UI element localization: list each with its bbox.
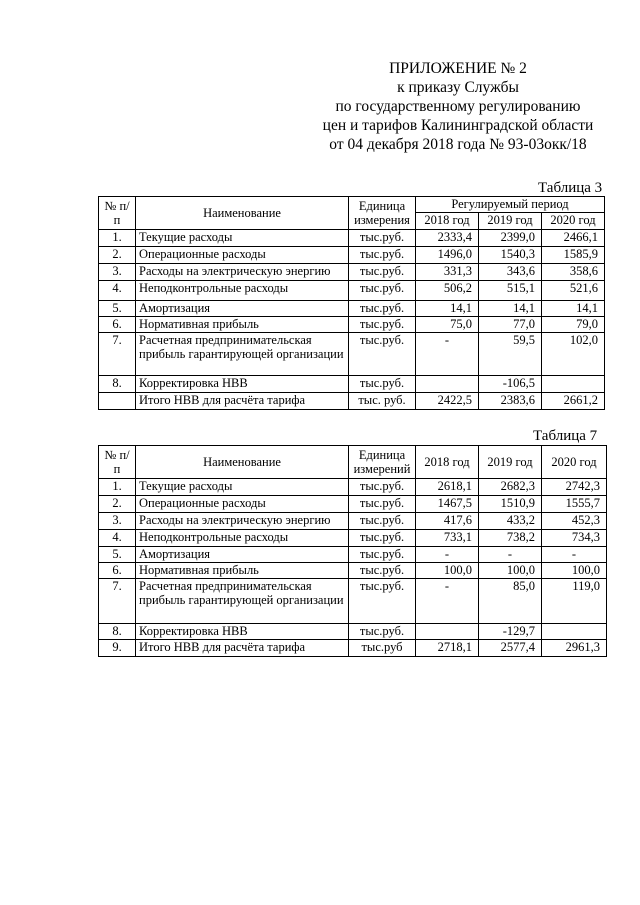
header-line: к приказу Службы [397, 79, 519, 96]
value-cell: 1496,0 [416, 247, 479, 264]
row-number-cell: 9. [99, 640, 136, 657]
row-number-cell: 6. [99, 563, 136, 579]
value-cell: 85,0 [479, 579, 542, 624]
table7-body [99, 479, 607, 657]
value-cell: 100,0 [479, 563, 542, 579]
value-cell: - [542, 547, 607, 563]
row-unit-cell: тыс.руб. [349, 264, 416, 281]
row-number-cell: 2. [99, 247, 136, 264]
row-name-cell: Расчетная предпринимательская прибыль гарантирующей организации [136, 579, 349, 624]
row-name-cell: Амортизация [136, 301, 349, 317]
row-unit-cell: тыс.руб. [349, 624, 416, 640]
column-header-year: 2020 год [542, 213, 605, 230]
value-cell: - [416, 547, 479, 563]
value-cell: 2399,0 [479, 230, 542, 247]
table-row [99, 547, 607, 563]
row-name-cell: Операционные расходы [136, 247, 349, 264]
value-cell: 59,5 [479, 333, 542, 376]
row-number-cell: 6. [99, 317, 136, 333]
row-number-cell: 4. [99, 530, 136, 547]
value-cell: 1555,7 [542, 496, 607, 513]
row-name-cell: Расходы на электрическую энергию [136, 264, 349, 281]
table-row [99, 281, 605, 301]
row-name-cell: Нормативная прибыль [136, 317, 349, 333]
value-cell: 452,3 [542, 513, 607, 530]
value-cell: 2618,1 [416, 479, 479, 496]
column-header-unit: Единица измерения [349, 197, 416, 230]
value-cell: 2682,3 [479, 479, 542, 496]
value-cell: 14,1 [416, 301, 479, 317]
row-number-cell: 7. [99, 333, 136, 376]
value-cell: 738,2 [479, 530, 542, 547]
value-cell: 14,1 [479, 301, 542, 317]
row-unit-cell: тыс.руб. [349, 579, 416, 624]
table-row [99, 333, 605, 376]
value-cell: 2422,5 [416, 393, 479, 410]
table-row [99, 317, 605, 333]
table-row [99, 247, 605, 264]
value-cell: 506,2 [416, 281, 479, 301]
column-header-year: 2019 год [479, 213, 542, 230]
value-cell: 2718,1 [416, 640, 479, 657]
value-cell [416, 624, 479, 640]
order-reference: от 04 декабря 2018 года № 93-03окк/18 [329, 136, 587, 153]
row-unit-cell: тыс.руб. [349, 563, 416, 579]
value-cell: 2661,2 [542, 393, 605, 410]
row-number-cell: 5. [99, 301, 136, 317]
table3-caption: Таблица 3 [538, 180, 603, 196]
table-row [99, 513, 607, 530]
row-unit-cell: тыс.руб. [349, 513, 416, 530]
row-unit-cell: тыс.руб. [349, 496, 416, 513]
table-row [99, 579, 607, 624]
column-header-year: 2018 год [416, 446, 479, 479]
row-number-cell: 5. [99, 547, 136, 563]
row-name-cell: Текущие расходы [136, 230, 349, 247]
row-unit-cell: тыс.руб. [349, 247, 416, 264]
table-row [99, 640, 607, 657]
row-name-cell: Неподконтрольные расходы [136, 281, 349, 301]
row-name-cell: Корректировка НВВ [136, 376, 349, 393]
value-cell: 2383,6 [479, 393, 542, 410]
row-unit-cell: тыс.руб. [349, 230, 416, 247]
column-header-number: № п/п [99, 197, 136, 230]
header-line: цен и тарифов Калининградской области [322, 117, 594, 134]
value-cell: - [416, 333, 479, 376]
table-row [99, 496, 607, 513]
value-cell: -129,7 [479, 624, 542, 640]
row-unit-cell: тыс.руб. [349, 376, 416, 393]
row-number-cell: 4. [99, 281, 136, 301]
column-header-number: № п/п [99, 446, 136, 479]
value-cell: 343,6 [479, 264, 542, 281]
row-number-cell: 3. [99, 264, 136, 281]
value-cell: 1510,9 [479, 496, 542, 513]
row-number-cell: 1. [99, 479, 136, 496]
value-cell: 358,6 [542, 264, 605, 281]
table-row [99, 624, 607, 640]
row-number-cell: 7. [99, 579, 136, 624]
column-header-year: 2019 год [479, 446, 542, 479]
value-cell: 2742,3 [542, 479, 607, 496]
table-row [99, 376, 605, 393]
table-row [99, 479, 607, 496]
table-row [99, 264, 605, 281]
row-name-cell: Неподконтрольные расходы [136, 530, 349, 547]
table-row [99, 301, 605, 317]
row-name-cell: Итого НВВ для расчёта тарифа [136, 393, 349, 410]
row-unit-cell: тыс.руб. [349, 530, 416, 547]
value-cell: 2333,4 [416, 230, 479, 247]
value-cell: 2961,3 [542, 640, 607, 657]
document-header [318, 59, 598, 154]
value-cell: 77,0 [479, 317, 542, 333]
row-unit-cell: тыс.руб. [349, 333, 416, 376]
value-cell: 102,0 [542, 333, 605, 376]
row-name-cell: Амортизация [136, 547, 349, 563]
column-header-period: Регулируемый период [416, 197, 605, 213]
row-number-cell: 3. [99, 513, 136, 530]
row-unit-cell: тыс. руб. [349, 393, 416, 410]
row-number-cell: 8. [99, 376, 136, 393]
row-unit-cell: тыс.руб. [349, 281, 416, 301]
value-cell: - [479, 547, 542, 563]
column-header-name: Наименование [136, 197, 349, 230]
column-header-year: 2020 год [542, 446, 607, 479]
row-number-cell: 8. [99, 624, 136, 640]
value-cell: 1467,5 [416, 496, 479, 513]
value-cell: 734,3 [542, 530, 607, 547]
row-unit-cell: тыс.руб [349, 640, 416, 657]
value-cell: 2577,4 [479, 640, 542, 657]
table-row [99, 393, 605, 410]
value-cell: 119,0 [542, 579, 607, 624]
value-cell: 433,2 [479, 513, 542, 530]
value-cell [542, 624, 607, 640]
appendix-title: ПРИЛОЖЕНИЕ № 2 [389, 60, 527, 77]
row-name-cell: Расчетная предпринимательская прибыль гарантирующей организации [136, 333, 349, 376]
value-cell: 79,0 [542, 317, 605, 333]
row-unit-cell: тыс.руб. [349, 479, 416, 496]
value-cell: 521,6 [542, 281, 605, 301]
column-header-name: Наименование [136, 446, 349, 479]
table-row [99, 563, 607, 579]
table-row [99, 230, 605, 247]
table3 [98, 196, 605, 410]
row-name-cell: Нормативная прибыль [136, 563, 349, 579]
value-cell: 1585,9 [542, 247, 605, 264]
value-cell: 2466,1 [542, 230, 605, 247]
row-unit-cell: тыс.руб. [349, 547, 416, 563]
row-name-cell: Текущие расходы [136, 479, 349, 496]
row-name-cell: Итого НВВ для расчёта тарифа [136, 640, 349, 657]
column-header-unit: Единица измерений [349, 446, 416, 479]
value-cell: 75,0 [416, 317, 479, 333]
value-cell: - [416, 579, 479, 624]
value-cell [542, 376, 605, 393]
value-cell: -106,5 [479, 376, 542, 393]
row-name-cell: Расходы на электрическую энергию [136, 513, 349, 530]
column-header-year: 2018 год [416, 213, 479, 230]
row-name-cell: Корректировка НВВ [136, 624, 349, 640]
value-cell [416, 376, 479, 393]
value-cell: 733,1 [416, 530, 479, 547]
value-cell: 515,1 [479, 281, 542, 301]
value-cell: 14,1 [542, 301, 605, 317]
row-unit-cell: тыс.руб. [349, 317, 416, 333]
value-cell: 100,0 [542, 563, 607, 579]
table7-caption: Таблица 7 [533, 428, 598, 444]
row-number-cell: 1. [99, 230, 136, 247]
table3-body [99, 230, 605, 410]
row-name-cell: Операционные расходы [136, 496, 349, 513]
row-number-cell: 2. [99, 496, 136, 513]
value-cell: 331,3 [416, 264, 479, 281]
table-row [99, 530, 607, 547]
row-number-cell [99, 393, 136, 410]
value-cell: 1540,3 [479, 247, 542, 264]
value-cell: 100,0 [416, 563, 479, 579]
table7 [98, 445, 607, 657]
row-unit-cell: тыс.руб. [349, 301, 416, 317]
header-line: по государственному регулированию [335, 98, 581, 115]
value-cell: 417,6 [416, 513, 479, 530]
